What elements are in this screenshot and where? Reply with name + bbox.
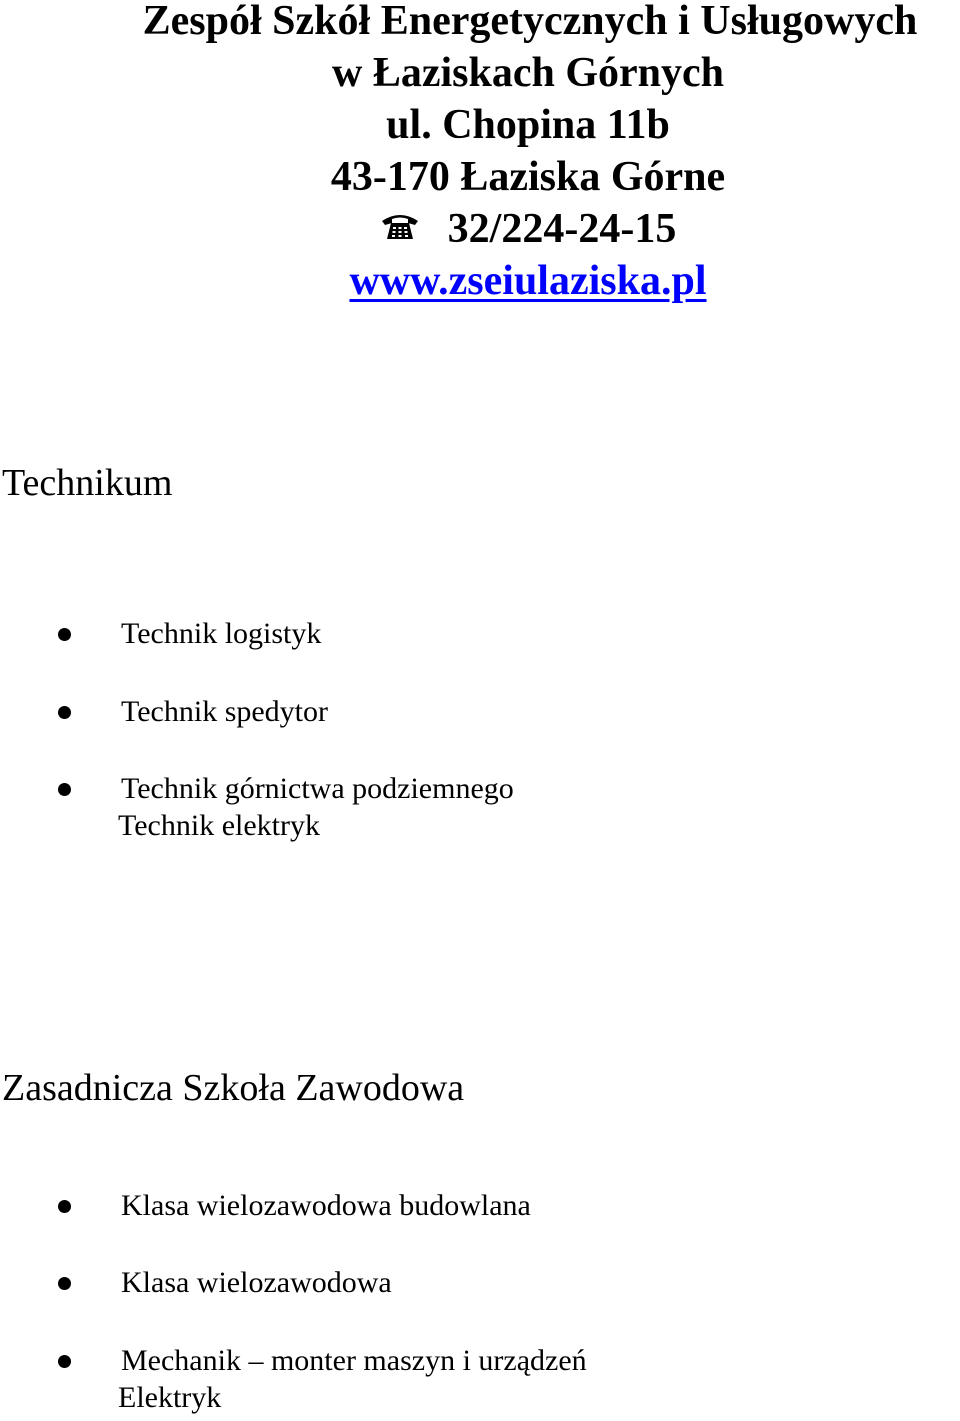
zsz-extra-line: Elektryk xyxy=(118,1381,222,1414)
bullet-icon xyxy=(58,1277,71,1290)
phone-line xyxy=(0,204,960,257)
phone-number: 32/224-24-15 xyxy=(447,206,677,252)
school-name: Zespół Szkół Energetycznych i Usługowych xyxy=(142,0,918,44)
list-item-text: Technik górnictwa podziemnego xyxy=(121,772,514,805)
telephone-icon xyxy=(380,204,420,254)
technikum-extra-line: Technik elektryk xyxy=(118,809,320,842)
school-location: w Łaziskach Górnych xyxy=(331,50,725,96)
list-item-text: Technik logistyk xyxy=(121,617,322,650)
technikum-heading: Technikum xyxy=(2,462,173,504)
list-item-text: Klasa wielozawodowa budowlana xyxy=(121,1189,531,1222)
list-item-text: Technik spedytor xyxy=(121,695,329,728)
website-line xyxy=(0,256,960,306)
bullet-icon xyxy=(58,706,71,719)
website-link[interactable]: www.zseiulaziska.pl xyxy=(349,258,707,304)
bullet-icon xyxy=(58,1200,71,1213)
zsz-heading: Zasadnicza Szkoła Zawodowa xyxy=(2,1067,465,1109)
bullet-icon xyxy=(58,783,71,796)
list-item-text: Mechanik – monter maszyn i urządzeń xyxy=(121,1344,587,1377)
bullet-icon xyxy=(58,1355,71,1368)
street-address: ul. Chopina 11b xyxy=(386,102,670,148)
postal-city: 43-170 Łaziska Górne xyxy=(330,154,726,200)
bullet-icon xyxy=(58,628,71,641)
list-item-text: Klasa wielozawodowa xyxy=(121,1266,392,1299)
